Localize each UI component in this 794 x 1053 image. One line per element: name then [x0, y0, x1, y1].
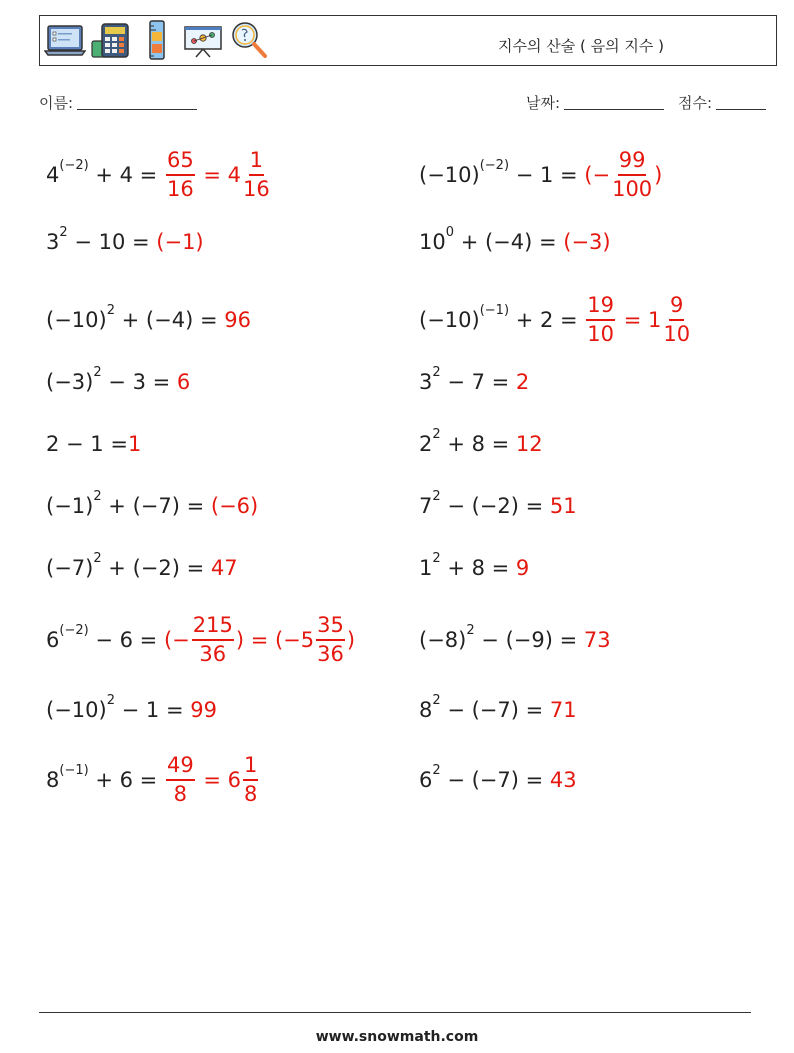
expression-base: (−10) [46, 698, 107, 722]
problem-item [419, 212, 611, 272]
answer-suffix: ) [654, 163, 663, 187]
problem-answer [128, 432, 141, 456]
expression-text: 2 − 1 = [46, 432, 128, 456]
expression-base: 3 [419, 370, 433, 394]
calculator-icon [90, 19, 132, 61]
expression-exponent: (−2) [59, 622, 89, 638]
problem-item [46, 680, 217, 740]
answer-fraction [243, 150, 270, 200]
expression-rest: + 4 = [88, 163, 164, 187]
fraction-denominator: 10 [587, 322, 615, 346]
problem-item [46, 212, 204, 272]
expression-base: (−3) [46, 370, 94, 394]
problem-expression [46, 622, 164, 652]
problem-expression [46, 224, 157, 254]
answer-fraction [316, 615, 345, 665]
problem-expression [46, 432, 128, 456]
expression-exponent: 2 [432, 762, 441, 778]
problem-item [46, 414, 141, 474]
date-blank[interactable] [564, 95, 664, 110]
problem-answer [584, 150, 662, 200]
date-field [526, 92, 664, 113]
answer-fraction [586, 295, 615, 345]
answer-value: 12 [515, 432, 543, 456]
problem-answer [211, 494, 258, 518]
magnifier-icon [228, 19, 270, 61]
expression-rest: + (−4) = [454, 230, 564, 254]
name-field [39, 92, 197, 113]
answer-fraction [166, 150, 195, 200]
problem-item [46, 610, 355, 670]
expression-rest: − (−2) = [440, 494, 550, 518]
answer-fraction [243, 755, 258, 805]
expression-rest: − 6 = [88, 628, 164, 652]
problem-expression [419, 224, 564, 254]
expression-base: 3 [46, 230, 60, 254]
fraction-numerator: 99 [618, 150, 647, 176]
problem-answer [550, 768, 577, 792]
answer-value: 47 [210, 556, 238, 580]
expression-rest: − (−7) = [440, 768, 550, 792]
problem-item [46, 750, 260, 810]
answer-fraction [612, 150, 652, 200]
score-blank[interactable] [716, 95, 766, 110]
answer-suffix: ) [235, 628, 245, 652]
answer-value: 51 [549, 494, 577, 518]
header-icons [44, 19, 270, 61]
expression-exponent: 2 [432, 692, 441, 708]
answer-value: 6 [176, 370, 191, 394]
expression-base: (−10) [419, 308, 480, 332]
presentation-board-icon [182, 19, 224, 61]
problem-item [419, 610, 611, 670]
problem-item [419, 476, 577, 536]
expression-rest: − 7 = [440, 370, 516, 394]
expression-base: (−7) [46, 556, 94, 580]
fraction-denominator: 36 [317, 642, 344, 666]
answer-value: (−6) [210, 494, 259, 518]
answer-value: 96 [224, 308, 251, 332]
expression-base: 6 [419, 768, 433, 792]
name-blank[interactable] [77, 95, 197, 110]
expression-rest: + 2 = [509, 308, 585, 332]
answer-value: 9 [515, 556, 530, 580]
expression-exponent: 2 [93, 364, 102, 380]
expression-exponent: 2 [432, 426, 441, 442]
fraction-numerator: 19 [586, 295, 615, 321]
laptop-icon [44, 19, 86, 61]
worksheet-header [39, 15, 777, 66]
fraction-numerator: 215 [192, 615, 234, 641]
expression-rest: − 1 = [114, 698, 191, 722]
problem-expression [419, 622, 584, 652]
footer-site: www.snowmath.com [315, 1029, 479, 1045]
problem-answer [224, 308, 251, 332]
problem-answer [516, 370, 529, 394]
problem-item [46, 538, 238, 598]
fraction-denominator: 8 [244, 782, 258, 806]
expression-exponent: (−2) [59, 157, 89, 173]
expression-exponent: 2 [59, 224, 68, 240]
problem-answer [211, 556, 238, 580]
problem-item [419, 290, 692, 350]
expression-base: 6 [46, 628, 60, 652]
problem-answer [164, 755, 260, 805]
expression-base: 4 [46, 163, 60, 187]
problem-expression [419, 762, 550, 792]
answer-equals: = (−5 [244, 628, 315, 652]
expression-exponent: 2 [466, 622, 475, 638]
answer-value: 43 [549, 768, 577, 792]
problem-expression [46, 762, 164, 792]
answer-value: 71 [549, 698, 577, 722]
expression-rest: + (−4) = [114, 308, 225, 332]
answer-value: (−3) [563, 230, 611, 254]
problem-item [419, 750, 577, 810]
answer-equals: = 6 [196, 768, 241, 792]
answer-value: 2 [515, 370, 530, 394]
problem-item [419, 538, 529, 598]
problem-item [46, 476, 258, 536]
problem-expression [419, 488, 550, 518]
expression-base: 8 [46, 768, 60, 792]
worksheet-title: 지수의 산술 ( 음의 지수 ) [498, 37, 664, 55]
expression-exponent: (−1) [59, 762, 89, 778]
expression-rest: − (−9) = [474, 628, 584, 652]
date-label: 날짜: [526, 94, 561, 112]
fraction-denominator: 16 [243, 177, 270, 201]
problem-expression [46, 364, 177, 394]
answer-prefix: (− [584, 163, 611, 187]
expression-exponent: (−2) [479, 157, 510, 173]
footer-divider [39, 1012, 751, 1013]
answer-fraction [663, 295, 690, 345]
expression-rest: + (−2) = [101, 556, 211, 580]
expression-exponent: 2 [93, 550, 102, 566]
expression-exponent: (−1) [479, 302, 510, 318]
problem-answer [177, 370, 190, 394]
fraction-denominator: 100 [612, 177, 653, 201]
answer-value: 1 [127, 432, 142, 456]
problem-answer [164, 615, 355, 665]
problem-expression [46, 157, 164, 187]
fraction-numerator: 9 [669, 295, 684, 321]
problem-expression [419, 426, 516, 456]
problem-answer [164, 150, 272, 200]
expression-base: 2 [419, 432, 433, 456]
problem-expression [419, 692, 550, 722]
answer-equals: = 4 [196, 163, 241, 187]
fraction-numerator: 35 [316, 615, 345, 641]
answer-value: 99 [190, 698, 217, 722]
answer-value: (−1) [156, 230, 204, 254]
problem-expression [419, 550, 516, 580]
answer-fraction [192, 615, 234, 665]
problem-item [419, 352, 529, 412]
problem-expression [419, 364, 516, 394]
score-field [678, 92, 766, 113]
expression-exponent: 2 [106, 692, 115, 708]
expression-rest: + 8 = [440, 432, 516, 456]
answer-fraction [166, 755, 195, 805]
problem-expression [46, 302, 225, 332]
answer-suffix: ) [346, 628, 356, 652]
name-label: 이름: [39, 94, 74, 112]
answer-prefix: (− [163, 628, 190, 652]
expression-base: 8 [419, 698, 433, 722]
expression-base: (−10) [419, 163, 480, 187]
problem-answer [550, 698, 577, 722]
answer-equals: = 1 [617, 308, 662, 332]
score-label: 점수: [678, 94, 713, 112]
problem-expression [46, 550, 211, 580]
expression-rest: + (−7) = [101, 494, 211, 518]
fraction-denominator: 16 [166, 177, 194, 201]
expression-rest: − (−7) = [440, 698, 550, 722]
fraction-numerator: 1 [243, 755, 258, 781]
problem-expression [419, 157, 585, 187]
fraction-denominator: 10 [663, 322, 691, 346]
expression-base: 7 [419, 494, 433, 518]
expression-base: 10 [419, 230, 446, 254]
problem-item [46, 352, 190, 412]
fraction-numerator: 49 [166, 755, 195, 781]
problem-item [46, 145, 272, 205]
expression-rest: + 6 = [88, 768, 164, 792]
problem-answer [516, 556, 529, 580]
problem-answer [516, 432, 543, 456]
problem-expression [46, 488, 211, 518]
problem-expression [419, 302, 585, 332]
problem-answer [563, 230, 610, 254]
problem-item [46, 290, 251, 350]
expression-rest: − 1 = [509, 163, 585, 187]
problem-item [419, 680, 577, 740]
expression-exponent: 2 [432, 488, 441, 504]
problem-expression [46, 692, 191, 722]
expression-base: (−10) [46, 308, 107, 332]
expression-base: (−8) [419, 628, 467, 652]
expression-exponent: 0 [445, 224, 455, 240]
problem-answer [584, 295, 692, 345]
problem-answer [156, 230, 203, 254]
problem-item [419, 414, 543, 474]
problem-answer [550, 494, 577, 518]
answer-value: 73 [583, 628, 611, 652]
fraction-numerator: 65 [166, 150, 195, 176]
expression-rest: − 10 = [67, 230, 157, 254]
expression-exponent: 2 [106, 302, 115, 318]
expression-base: (−1) [46, 494, 94, 518]
expression-rest: + 8 = [440, 556, 516, 580]
problem-answer [190, 698, 217, 722]
expression-exponent: 2 [93, 488, 102, 504]
fraction-numerator: 1 [249, 150, 264, 176]
problem-item [419, 145, 662, 205]
ruler-icon [136, 19, 178, 61]
expression-rest: − 3 = [101, 370, 177, 394]
fraction-denominator: 8 [173, 782, 187, 806]
problem-answer [584, 628, 611, 652]
expression-exponent: 2 [432, 364, 441, 380]
expression-base: 1 [419, 556, 433, 580]
fraction-denominator: 36 [199, 642, 227, 666]
expression-exponent: 2 [432, 550, 441, 566]
